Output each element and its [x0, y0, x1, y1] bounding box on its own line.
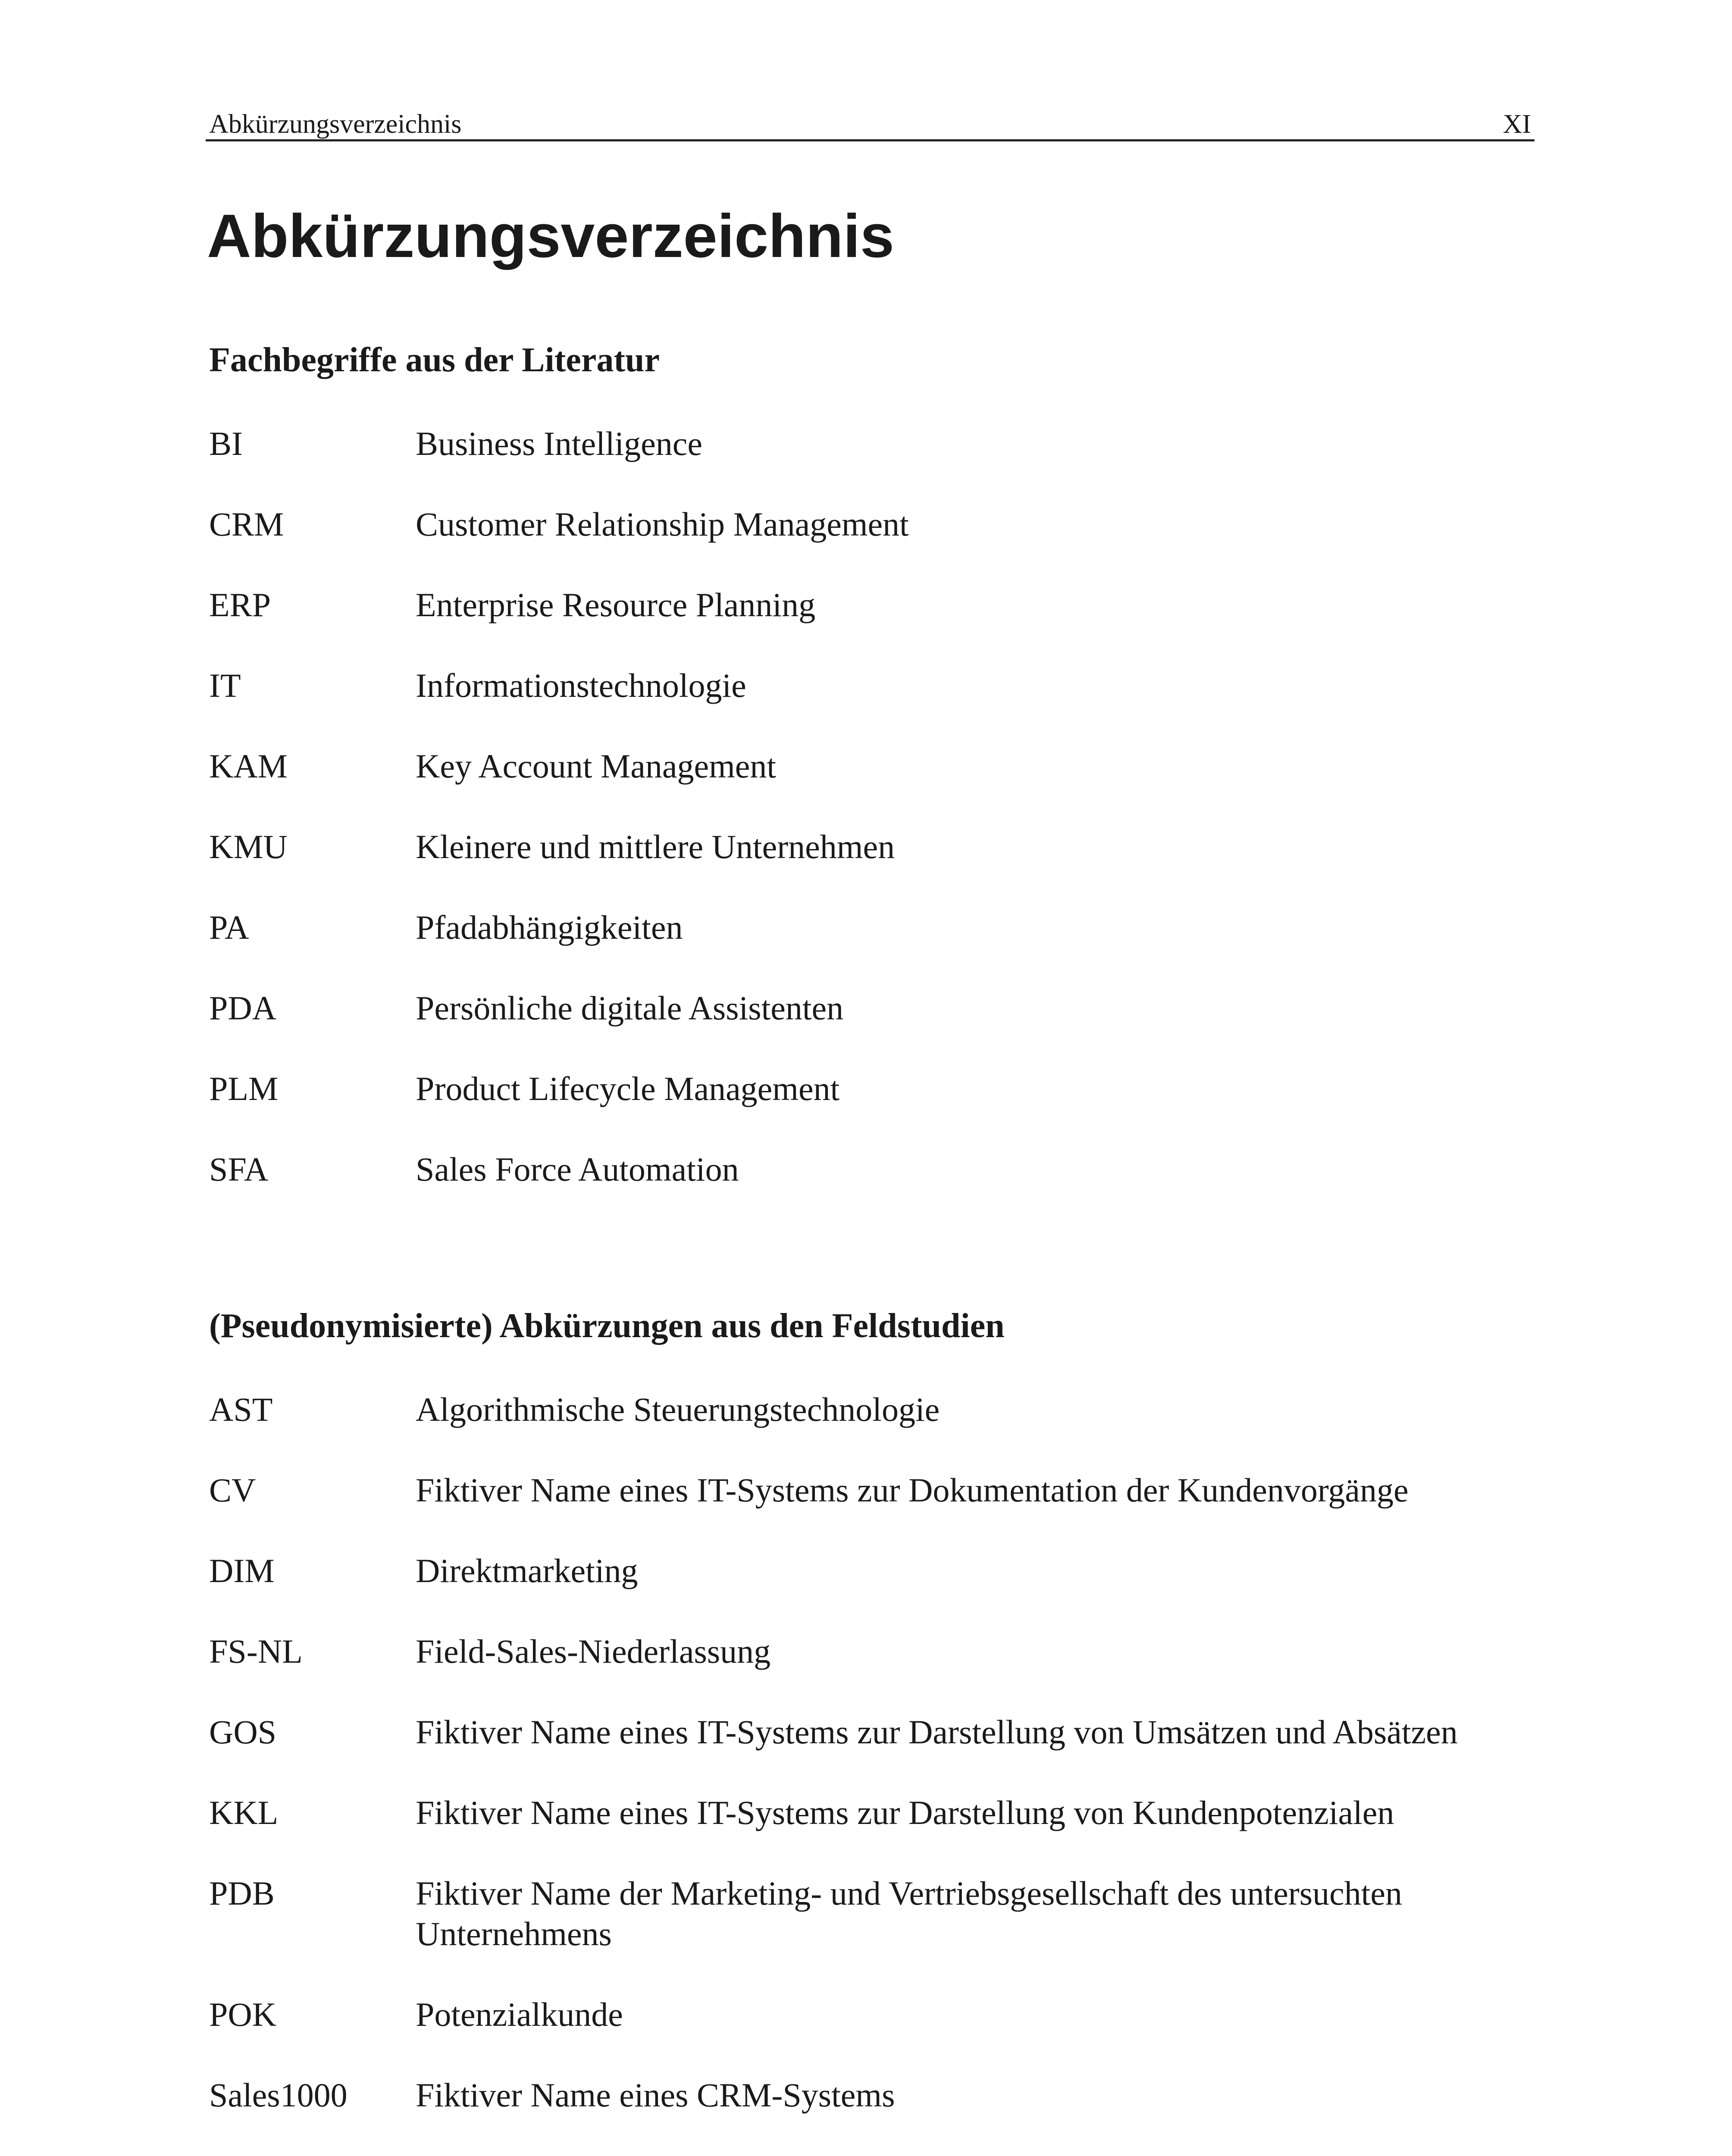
abbreviation-meaning: Informationstechnologie — [416, 667, 746, 704]
abbreviation: ERP — [209, 586, 271, 624]
abbreviation: DIM — [209, 1552, 275, 1589]
abbreviation: GOS — [209, 1713, 277, 1751]
running-header — [206, 97, 1535, 141]
page-number: XI — [1503, 110, 1531, 139]
abbreviation: CRM — [209, 505, 284, 543]
page-title: Abkürzungsverzeichnis — [207, 202, 894, 270]
abbreviation: POK — [209, 1996, 277, 2033]
abbreviation-meaning: Kleinere und mittlere Unternehmen — [416, 828, 895, 865]
abbreviation: KMU — [209, 828, 288, 865]
list-item — [209, 1994, 1537, 2075]
abbreviation-meaning: Fiktiver Name eines IT-Systems zur Darstellung von Umsätzen und Absätzen — [416, 1713, 1458, 1751]
section-heading-field-studies: (Pseudonymisierte) Abkürzungen aus den Feldstudien — [209, 1307, 1005, 1345]
abbreviation-meaning: Business Intelligence — [416, 425, 703, 462]
abbreviation-meaning: Fiktiver Name eines IT-Systems zur Darstellung von Kundenpotenzialen — [416, 1794, 1394, 1831]
list-item — [209, 907, 1537, 988]
abbreviation-meaning: Pfadabhängigkeiten — [416, 909, 683, 946]
abbreviation: SFA — [209, 1150, 269, 1188]
list-item — [209, 1389, 1537, 1470]
list-item — [209, 1470, 1537, 1551]
list-item — [209, 1551, 1537, 1631]
abbreviation: AST — [209, 1391, 273, 1428]
abbreviation-list-literature — [209, 423, 1537, 1230]
abbreviation-meaning: Persönliche digitale Assistenten — [416, 989, 844, 1027]
abbreviation: PDA — [209, 989, 277, 1027]
list-item — [209, 1873, 1537, 1994]
abbreviation-meaning: Fiktiver Name eines CRM-Systems — [416, 2076, 895, 2114]
abbreviation-list-field-studies — [209, 1389, 1537, 2156]
list-item — [209, 585, 1537, 665]
abbreviation: PA — [209, 909, 249, 946]
abbreviation-meaning: Direktmarketing — [416, 1552, 638, 1589]
list-item — [209, 2075, 1537, 2156]
list-item — [209, 1631, 1537, 1712]
list-item — [209, 1712, 1537, 1792]
running-header-title: Abkürzungsverzeichnis — [209, 110, 462, 139]
abbreviation-meaning: Key Account Management — [416, 747, 777, 785]
abbreviation: PLM — [209, 1070, 279, 1107]
abbreviation: PDB — [209, 1874, 275, 1912]
abbreviation-meaning: Product Lifecycle Management — [416, 1070, 840, 1107]
list-item — [209, 423, 1537, 504]
abbreviation-meaning: Algorithmische Steuerungstechnologie — [416, 1391, 940, 1428]
abbreviation: Sales1000 — [209, 2076, 348, 2114]
abbreviation: CV — [209, 1471, 256, 1509]
abbreviation-meaning: Potenzialkunde — [416, 1996, 623, 2033]
abbreviation-meaning: Customer Relationship Management — [416, 505, 909, 543]
section-heading-literature: Fachbegriffe aus der Literatur — [209, 341, 660, 379]
abbreviation-meaning: Fiktiver Name der Marketing- und Vertriebsgesellschaft des untersuchten Unternehmens — [416, 1874, 1403, 1952]
list-item — [209, 665, 1537, 746]
abbreviation: BI — [209, 425, 243, 462]
list-item — [209, 827, 1537, 907]
list-item — [209, 746, 1537, 827]
abbreviation: KKL — [209, 1794, 279, 1831]
abbreviation: IT — [209, 667, 241, 704]
abbreviation-meaning: Field-Sales-Niederlassung — [416, 1633, 771, 1670]
list-item — [209, 988, 1537, 1069]
list-item — [209, 1149, 1537, 1230]
abbreviation-meaning: Sales Force Automation — [416, 1150, 739, 1188]
abbreviation: KAM — [209, 747, 288, 785]
list-item — [209, 504, 1537, 585]
abbreviation-meaning: Enterprise Resource Planning — [416, 586, 816, 624]
list-item — [209, 1069, 1537, 1149]
list-item — [209, 1792, 1537, 1873]
abbreviation-meaning: Fiktiver Name eines IT-Systems zur Dokumentation der Kundenvorgänge — [416, 1471, 1409, 1509]
abbreviation: FS-NL — [209, 1633, 303, 1670]
